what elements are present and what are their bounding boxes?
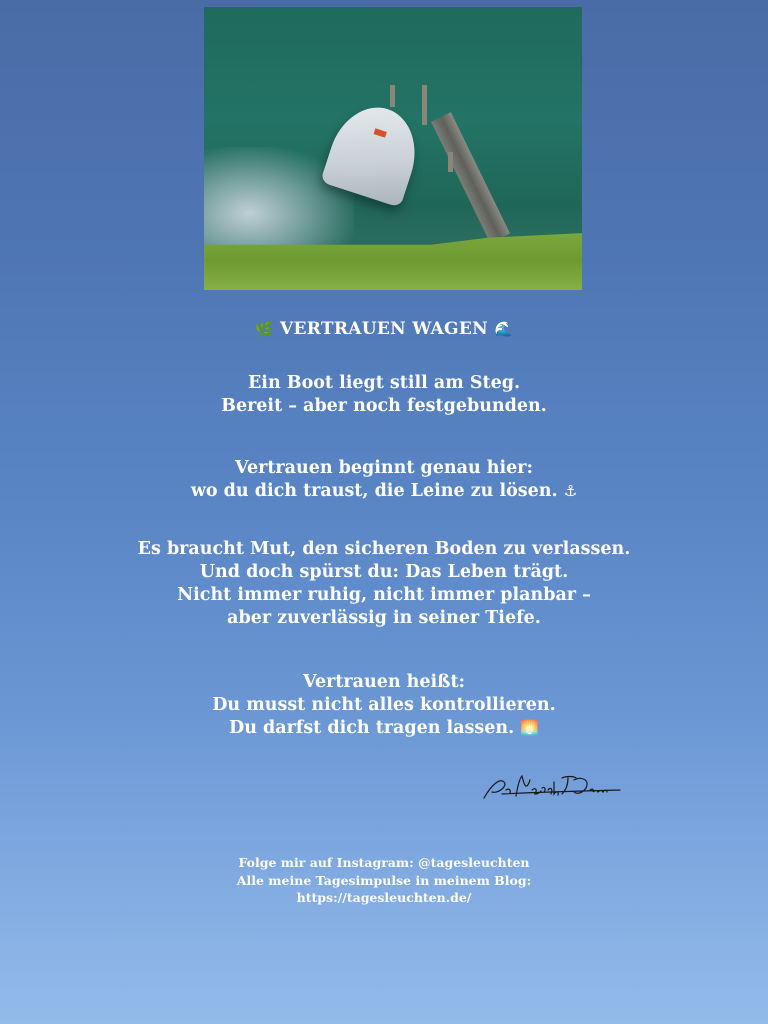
poem-line: aber zuverlässig in seiner Tiefe. <box>227 608 541 628</box>
stanza-4 <box>0 671 768 740</box>
stanza-3 <box>0 538 768 630</box>
dock-post <box>448 152 453 172</box>
poem-title-text: VERTRAUEN WAGEN <box>280 319 488 339</box>
poem-line-with-icon: wo du dich traust, die Leine zu lösen. ⚓ <box>190 481 578 501</box>
boat-jetty-photo <box>204 7 582 290</box>
poem-line: Nicht immer ruhig, nicht immer planbar – <box>177 585 591 605</box>
poem-line: Ein Boot liegt still am Steg. <box>247 373 521 393</box>
blog-url: https://tagesleuchten.de/ <box>296 890 472 905</box>
sunrise-icon: 🌅 <box>520 719 539 737</box>
wooden-jetty <box>431 112 510 243</box>
poem-line: Vertrauen beginnt genau hier: <box>235 458 533 478</box>
stanza-1 <box>0 372 768 418</box>
instagram-line: Folge mir auf Instagram: @tagesleuchten <box>238 855 530 870</box>
stanza-2 <box>0 457 768 503</box>
dock-post <box>422 85 427 125</box>
poem-line: Du musst nicht alles kontrollieren. <box>212 695 556 715</box>
author-signature <box>482 772 622 802</box>
wave-icon: 🌊 <box>494 320 514 338</box>
footer <box>0 854 768 907</box>
poem-line: Vertrauen heißt: <box>303 672 465 692</box>
herb-icon: 🌿 <box>254 320 274 338</box>
poem-title <box>0 319 768 339</box>
poem-line-with-icon: Du darfst dich tragen lassen. 🌅 <box>229 718 539 738</box>
anchor-icon: ⚓ <box>563 482 578 500</box>
blog-label: Alle meine Tagesimpulse in meinem Blog: <box>236 872 532 888</box>
dock-post <box>390 85 395 107</box>
poem-line: Und doch spürst du: Das Leben trägt. <box>199 562 569 582</box>
poem-line: Es braucht Mut, den sicheren Boden zu verlassen. <box>137 539 631 559</box>
poem-line: Bereit – aber noch festgebunden. <box>221 396 547 416</box>
